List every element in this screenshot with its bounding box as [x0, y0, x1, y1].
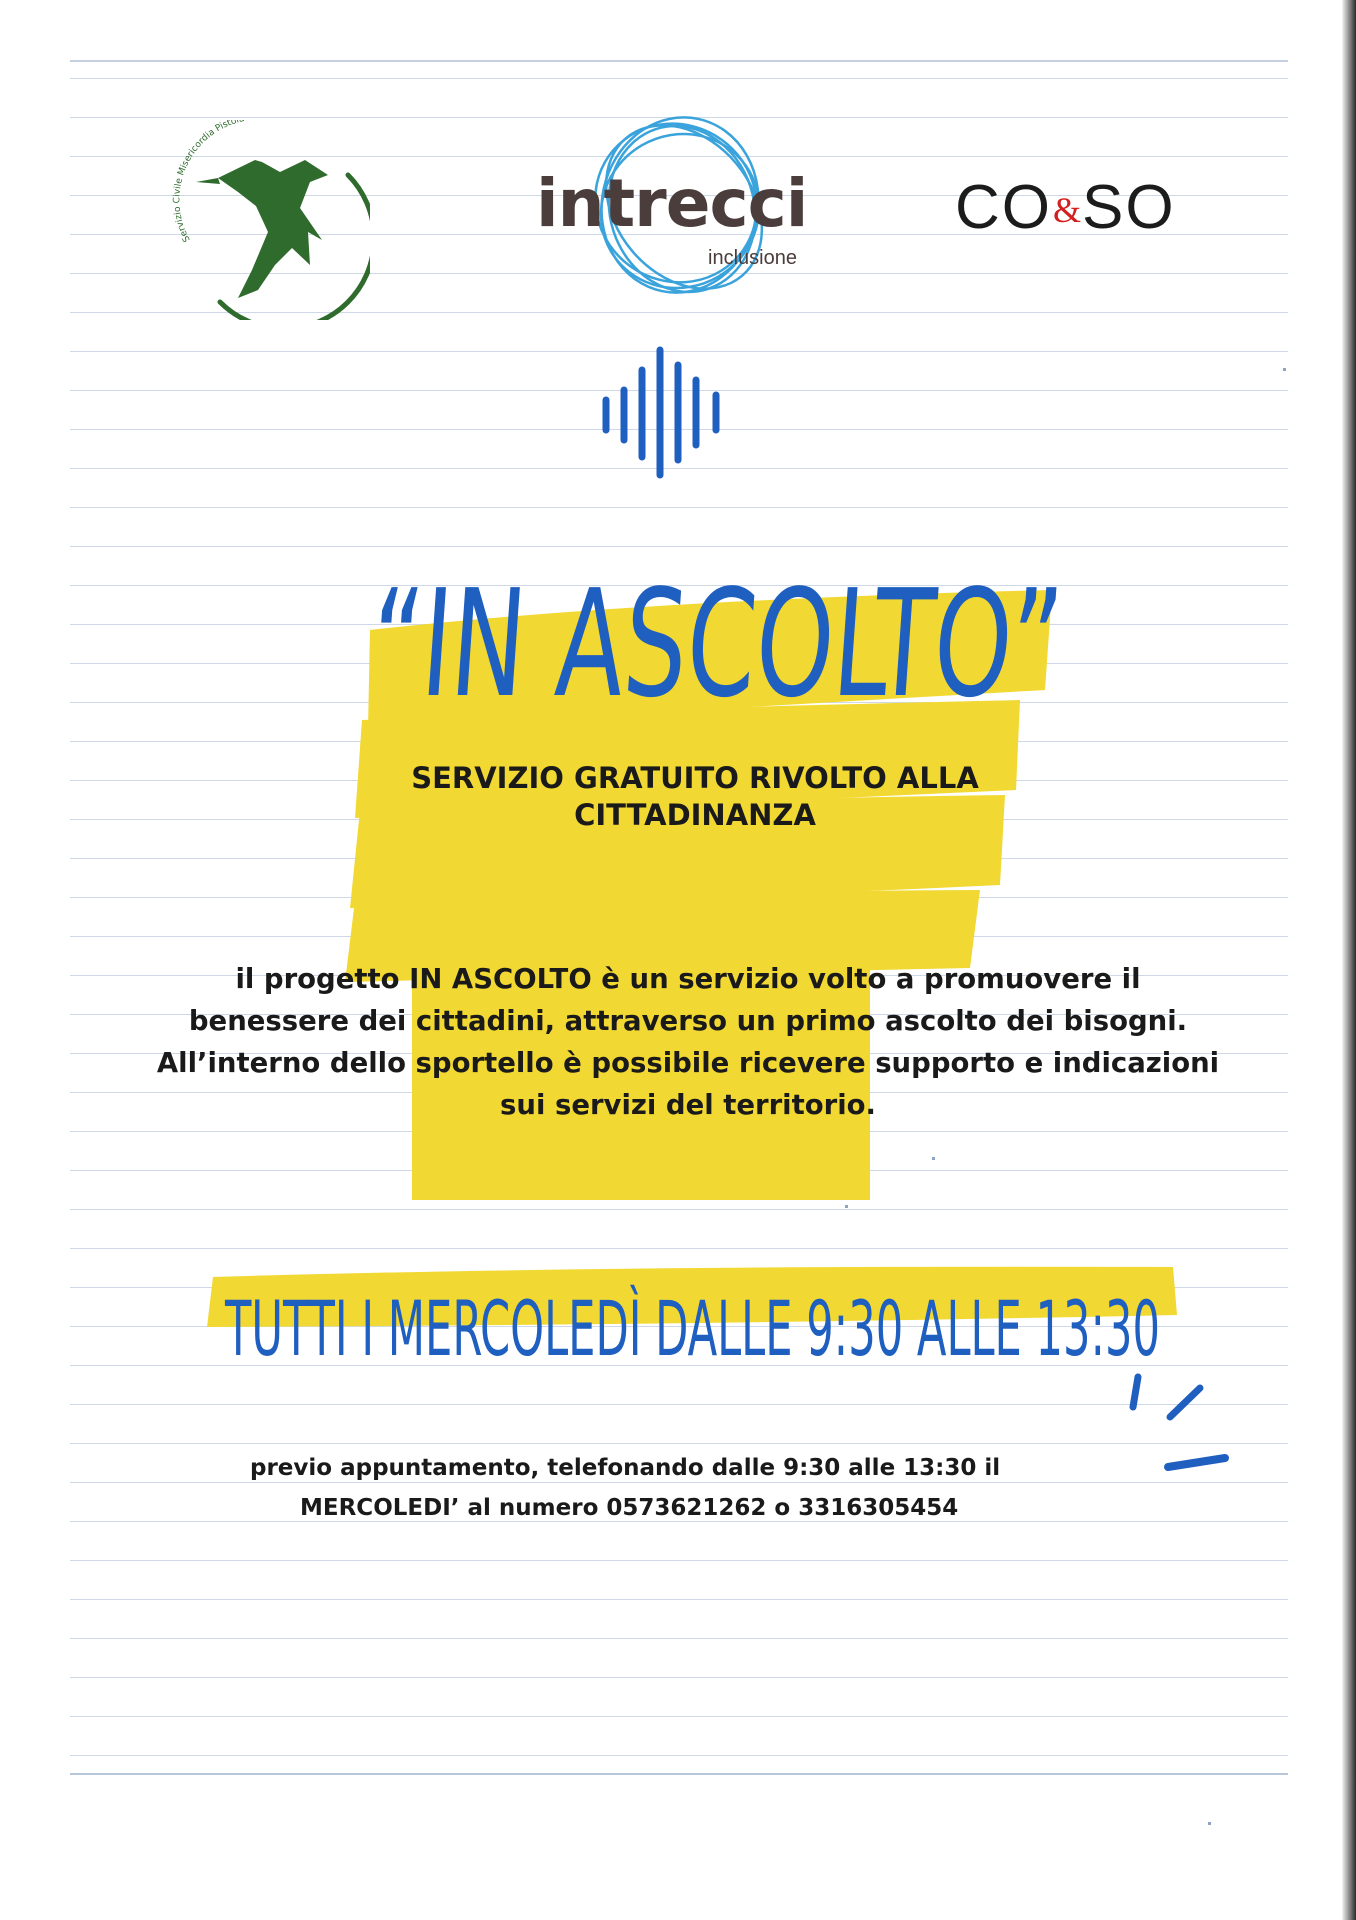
coso-part2: SO	[1082, 173, 1176, 242]
subtitle-line-2: CITTADINANZA	[574, 798, 816, 832]
intrecci-subtitle: inclusione	[708, 247, 797, 269]
scan-edge	[1342, 0, 1356, 1920]
sound-wave-icon	[596, 345, 736, 480]
intrecci-logo	[530, 105, 830, 325]
schedule-banner	[205, 1255, 1215, 1420]
appointment-line-2: MERCOLEDI’ al numero 0573621262 o 3316305454	[300, 1495, 959, 1521]
schedule-text: TUTTI I MERCOLEDÌ DALLE 9:30 ALLE 13:30	[224, 1284, 1161, 1373]
coso-logo	[955, 172, 1176, 242]
headline-text: “IN ASCOLTO”	[365, 557, 1307, 730]
appointment-line-1: previo appuntamento, telefonando dalle 9:30 alle 13:30 il	[250, 1455, 1001, 1481]
coso-part1: CO	[955, 173, 1052, 242]
body-line-1: il progetto IN ASCOLTO è un servizio volto a promuovere il	[235, 963, 1141, 995]
marker-dash-decoration	[1163, 1452, 1233, 1472]
body-line-2: benessere dei cittadini, attraverso un primo ascolto dei bisogni.	[188, 1005, 1188, 1037]
body-line-3: All’interno dello sportello è possibile ricevere supporto e indicazioni	[156, 1047, 1220, 1079]
coso-ampersand: &	[1053, 190, 1082, 230]
intrecci-wordmark: intrecci	[536, 165, 808, 242]
headline	[365, 520, 1307, 740]
eagle-logo-arc-text: Servizio Civile Misericordia Pistoi	[172, 120, 241, 244]
appointment-info	[200, 1448, 1160, 1528]
subtitle-line-1: SERVIZIO GRATUITO RIVOLTO ALLA	[411, 761, 979, 795]
subtitle	[320, 760, 1070, 834]
scan-speck	[1208, 1822, 1211, 1825]
scan-speck	[1283, 368, 1286, 371]
eagle-logo	[160, 120, 370, 320]
body-text	[90, 958, 1286, 1126]
body-line-4: sui servizi del territorio.	[500, 1089, 876, 1121]
